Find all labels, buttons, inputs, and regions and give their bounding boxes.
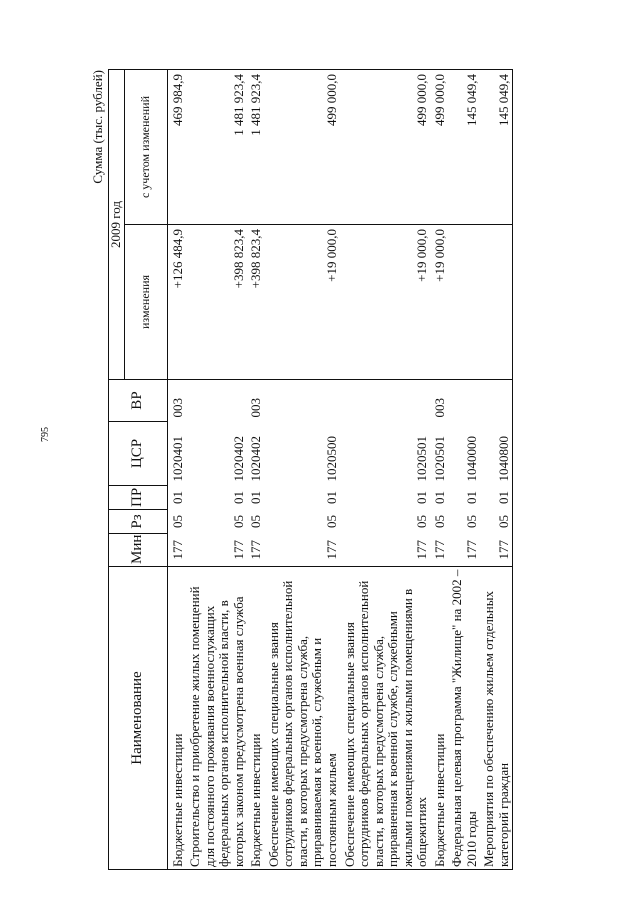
units-note: Сумма (тыс. рублей) bbox=[90, 70, 105, 184]
header-pr: ПР bbox=[109, 486, 168, 510]
row-min: 177 bbox=[246, 534, 264, 567]
row-name: Обеспечение имеющих специальные звания сотрудников федеральных органов исполнительной власти, в которых предусмотрена служба, приравниваемая к военной, служебным и постоянным жильем bbox=[264, 567, 340, 870]
row-name: Обеспечение имеющих специальные звания сотрудников федеральных органов исполнительной власти, в которых предусмотрена служба, приравненная к военной службе, служебными жилыми помещениями и жилыми помещениями в общежитиях bbox=[340, 567, 430, 870]
table-row bbox=[430, 70, 448, 870]
row-csr: 1020402 bbox=[230, 436, 246, 482]
row-csr: 1040800 bbox=[479, 422, 512, 486]
row-total: 469 984,9 bbox=[167, 70, 185, 225]
table-row bbox=[246, 70, 264, 870]
row-change: +398 823,4 bbox=[185, 225, 246, 380]
row-change: +126 484,9 bbox=[167, 225, 185, 380]
row-min: 177 bbox=[264, 534, 340, 567]
row-pr: 01 bbox=[324, 491, 340, 504]
row-pr: 01 bbox=[414, 491, 430, 504]
row-change bbox=[479, 225, 512, 380]
row-vr bbox=[479, 380, 512, 422]
row-rz: 05 bbox=[230, 515, 246, 528]
row-csr: 1020500 bbox=[324, 436, 340, 482]
row-rz: 05 bbox=[479, 510, 512, 534]
row-rz: 05 bbox=[248, 515, 264, 528]
row-total: 499 000,0 bbox=[340, 70, 430, 225]
row-rz: 05 bbox=[169, 515, 185, 528]
row-change bbox=[447, 225, 479, 380]
row-rz: 05 bbox=[431, 515, 447, 528]
row-name: Бюджетные инвестиции bbox=[430, 567, 448, 870]
row-min: 177 bbox=[479, 534, 512, 567]
header-rz: Рз bbox=[109, 510, 168, 534]
row-change: +19 000,0 bbox=[340, 225, 430, 380]
row-csr: 1020402 bbox=[248, 436, 264, 482]
row-csr: 1020501 bbox=[431, 436, 447, 482]
row-total: 145 049,4 bbox=[447, 70, 479, 225]
row-min: 177 bbox=[430, 534, 448, 567]
row-pr: 01 bbox=[230, 491, 246, 504]
row-vr bbox=[447, 380, 479, 422]
row-total: 145 049,4 bbox=[479, 70, 512, 225]
row-total: 499 000,0 bbox=[430, 70, 448, 225]
row-vr bbox=[340, 380, 430, 422]
page-number: 795 bbox=[40, 427, 51, 442]
header-csr: ЦСР bbox=[109, 422, 168, 486]
table-row bbox=[185, 70, 246, 870]
row-name: Бюджетные инвестиции bbox=[246, 567, 264, 870]
table-row bbox=[167, 70, 185, 870]
row-change: +19 000,0 bbox=[264, 225, 340, 380]
row-vr: 003 bbox=[246, 380, 264, 422]
row-name: Федеральная целевая программа "Жилище" на 2002 – 2010 годы bbox=[447, 567, 479, 870]
row-csr: 1040000 bbox=[463, 436, 479, 482]
row-name: Бюджетные инвестиции bbox=[167, 567, 185, 870]
row-min: 177 bbox=[185, 534, 246, 567]
table-row bbox=[264, 70, 340, 870]
budget-table bbox=[108, 69, 513, 870]
table-row bbox=[340, 70, 430, 870]
header-vr: ВР bbox=[109, 380, 168, 422]
row-vr: 003 bbox=[430, 380, 448, 422]
row-total: 1 481 923,4 bbox=[185, 70, 246, 225]
row-csr: 1020501 bbox=[414, 436, 430, 482]
row-pr: 01 bbox=[479, 486, 512, 510]
header-year: 2009 год bbox=[109, 70, 125, 380]
row-vr bbox=[185, 380, 246, 422]
row-vr bbox=[264, 380, 340, 422]
row-pr: 01 bbox=[463, 491, 479, 504]
table-row bbox=[479, 70, 512, 870]
row-pr: 01 bbox=[431, 491, 447, 504]
row-min: 177 bbox=[447, 534, 479, 567]
row-rz: 05 bbox=[324, 515, 340, 528]
row-csr: 1020401 bbox=[169, 436, 185, 482]
row-min: 177 bbox=[167, 534, 185, 567]
header-total: с учетом изменений bbox=[124, 70, 167, 225]
row-name: Мероприятия по обеспечению жильем отдельных категорий граждан bbox=[479, 567, 512, 870]
row-rz: 05 bbox=[414, 515, 430, 528]
row-total: 1 481 923,4 bbox=[246, 70, 264, 225]
row-change: +398 823,4 bbox=[246, 225, 264, 380]
header-name: Наименование bbox=[109, 567, 168, 870]
row-total: 499 000,0 bbox=[264, 70, 340, 225]
row-pr: 01 bbox=[169, 491, 185, 504]
row-name: Строительство и приобретение жилых помещений для постоянного проживания военнослужащих федеральных органов исполнительной власти, в которых законом предусмотрена военная служба bbox=[185, 567, 246, 870]
row-min: 177 bbox=[340, 534, 430, 567]
header-min: Мин bbox=[109, 534, 168, 567]
row-change: +19 000,0 bbox=[430, 225, 448, 380]
row-vr: 003 bbox=[167, 380, 185, 422]
table-row bbox=[447, 70, 479, 870]
row-rz: 05 bbox=[463, 515, 479, 528]
row-pr: 01 bbox=[248, 491, 264, 504]
header-change: изменения bbox=[124, 225, 167, 380]
rotated-table-page bbox=[90, 70, 600, 870]
